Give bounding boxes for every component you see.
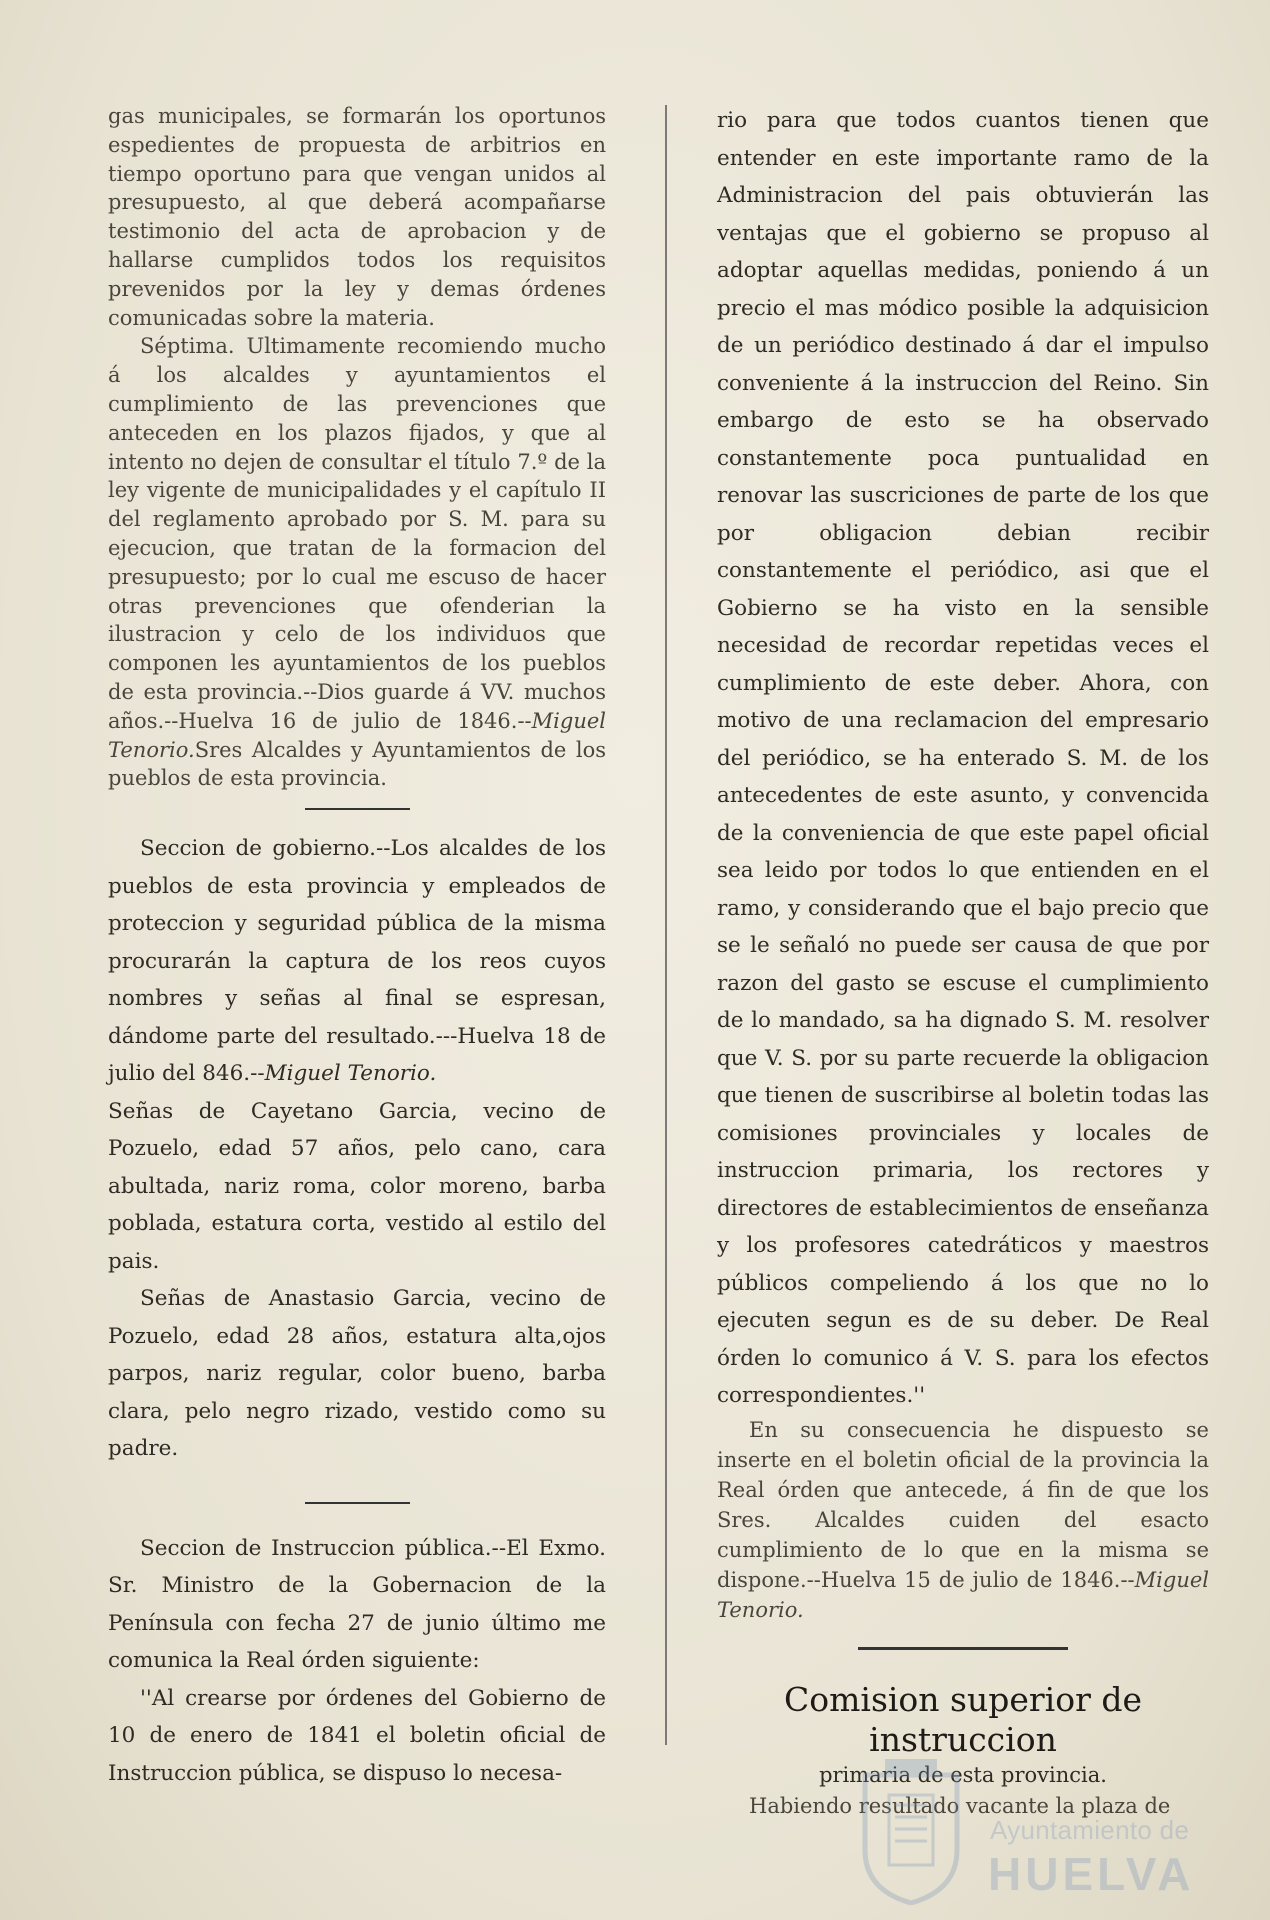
section-divider bbox=[858, 1647, 1068, 1650]
paragraph-senas-anastasio: Señas de Anastasio Garcia, vecino de Pozuelo, edad 28 años, estatura alta,ojos parpos, nariz regular, color bueno, barba clara, pelo negro rizado, vestido como su padre. bbox=[108, 1286, 606, 1462]
paragraph-arbitrios: gas municipales, se formarán los oportunos espedientes de propuesta de arbitrios en tiempo oportuno para que vengan unidos al presupuesto, al que deberá acompañarse testimonio del acta de aprobacion y de hallarse cumplidos todos los requisitos prevenidos por la ley y demas órdenes comunicadas sobre la materia. bbox=[108, 104, 606, 330]
left-column bbox=[108, 102, 606, 1792]
right-column bbox=[717, 102, 1209, 1820]
section-divider bbox=[305, 808, 410, 810]
paragraph-septima bbox=[108, 332, 606, 793]
paragraph-senas-cayetano: Señas de Cayetano Garcia, vecino de Pozuelo, edad 57 años, pelo cano, cara abultada, nariz roma, color moreno, barba poblada, estatura corta, vestido al estilo del pais. bbox=[108, 1098, 606, 1274]
section-heading: Comision superior de instruccion bbox=[783, 1679, 1143, 1759]
paragraph-seccion-gobierno bbox=[108, 830, 606, 1093]
column-divider bbox=[665, 105, 667, 1745]
signature-tenorio-3: Miguel Tenorio. bbox=[717, 1567, 1209, 1622]
paragraph-consecuencia-text: En su consecuencia he dispuesto se inserte en el boletin oficial de la provincia la Real órden que antecede, á fin de que los Sres. Alcaldes cuiden del esacto cumplimiento de lo que en la misma se dispone.--Huelva 15 de julio de 1846.-- bbox=[717, 1417, 1209, 1592]
signature-tenorio-1: Miguel Tenorio. bbox=[108, 708, 606, 762]
archive-watermark-logo bbox=[855, 1755, 1215, 1905]
coat-of-arms-icon bbox=[855, 1755, 967, 1905]
section-subheading: primaria de esta provincia. bbox=[819, 1762, 1107, 1787]
paragraph-consecuencia bbox=[717, 1415, 1209, 1625]
watermark-line2: HUELVA bbox=[988, 1848, 1195, 1900]
signature-tenorio-2: Miguel Tenorio. bbox=[264, 1061, 437, 1087]
paragraph-seccion-gobierno-text: Seccion de gobierno.--Los alcaldes de los pueblos de esta provincia y empleados de proteccion y seguridad pública de la misma procurarán la captura de los reos cuyos nombres y señas al final se espresan, dándome parte del resultado.---Huelva 18 de julio del 846.-- bbox=[108, 836, 606, 1087]
paragraph-vacante: Habiendo resultado vacante la plaza de bbox=[749, 1793, 1171, 1818]
paragraph-septima-addressees: Sres Alcaldes y Ayuntamientos de los pueblos de esta provincia. bbox=[108, 737, 606, 791]
paragraph-real-orden-cont: rio para que todos cuantos tienen que entender en este importante ramo de la Administracion del pais obtuvierán las ventajas que el gobierno se propuso al adoptar aquellas medidas, poniendo á un precio el mas módico posible la adquisicion de un periódico destinado á dar el impulso conveniente á la instruccion del Reino. Sin embargo de esto se ha observado constantemente poca puntualidad en renovar las suscriciones de parte de los que por obligacion debian recibir constantemente el periódico, asi que el Gobierno se ha visto en la sensible necesidad de recordar repetidas veces el cumplimiento de este deber. Ahora, con motivo de una reclamacion del empresario del periódico, se ha enterado S. M. de los antecedentes de este asunto, y convencida de la conveniencia de que este papel oficial sea leido por todos lo que entienden en el ramo, y considerando que el bajo precio que se le señaló no puede ser causa de que por razon del gasto se escuse el cumplimiento de lo mandado, sa ha dignado S. M. resolver que V. S. por su parte recuerde la obligacion que tienen de suscribirse al boletin todas las comisiones provinciales y locales de instruccion primaria, los rectores y directores de establecimientos de enseñanza y los profesores catedráticos y maestros públicos compeliendo á los que no lo ejecuten segun es de su deber. De Real órden lo comunico á V. S. para los efectos correspondientes.'' bbox=[717, 108, 1209, 1408]
watermark-line1: Ayuntamiento de bbox=[990, 1815, 1190, 1845]
paragraph-seccion-instruccion: Seccion de Instruccion pública.--El Exmo. Sr. Ministro de la Gobernacion de la Península con fecha 27 de junio último me comunica la Real órden siguiente: bbox=[108, 1535, 606, 1674]
paragraph-real-orden-start: ''Al crearse por órdenes del Gobierno de 10 de enero de 1841 el boletin oficial de Instruccion pública, se dispuso lo necesa- bbox=[108, 1685, 606, 1786]
paragraph-septima-text: Séptima. Ultimamente recomiendo mucho á los alcaldes y ayuntamientos el cumplimiento de las prevenciones que anteceden en los plazos fijados, y que al intento no dejen de consultar el título 7.º de la ley vigente de municipalidades y el capítulo II del reglamento aprobado por S. M. para su ejecucion, que tratan de la formacion del presupuesto; por lo cual me escuso de hacer otras prevenciones que ofenderian la ilustracion y celo de los individuos que componen les ayuntamientos de los pueblos de esta provincia.--Dios guarde á VV. muchos años.--Huelva 16 de julio de 1846.-- bbox=[108, 334, 606, 733]
section-divider bbox=[305, 1502, 410, 1504]
